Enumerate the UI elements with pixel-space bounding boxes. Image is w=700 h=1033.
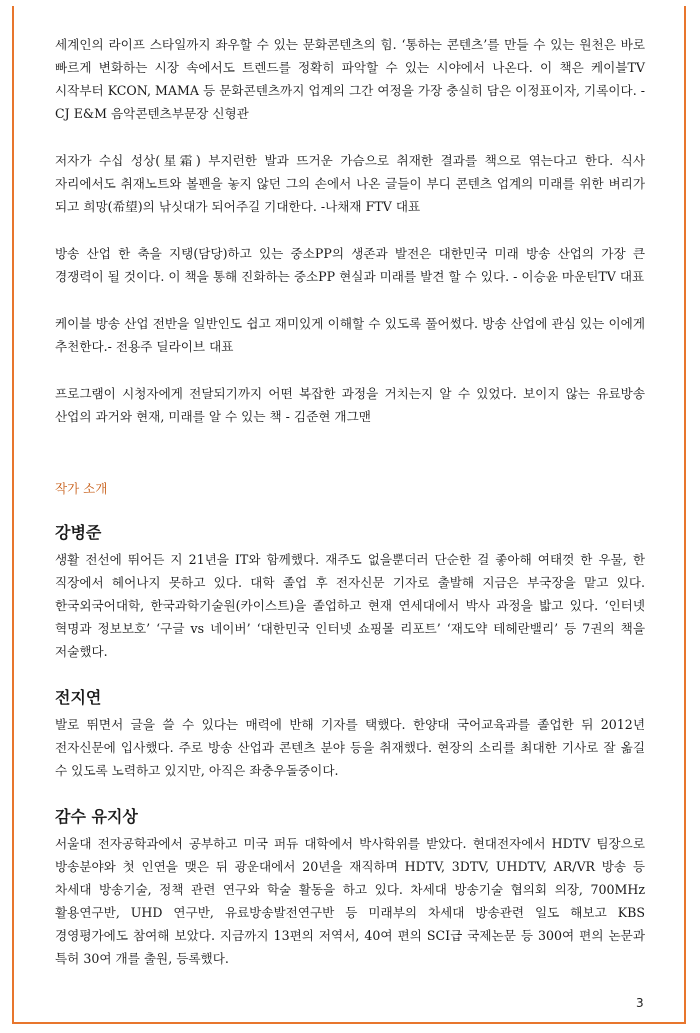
endorsement-paragraph: 케이블 방송 산업 전반을 일반인도 쉽고 재미있게 이해할 수 있도록 풀어썼다. 방송 산업에 관심 있는 이에게 추천한다.- 전용주 딜라이브 대표	[55, 316, 645, 354]
page-number: 3	[636, 996, 644, 1010]
endorsement-paragraph: 세계인의 라이프 스타일까지 좌우할 수 있는 문화콘텐츠의 힘. ‘통하는 콘텐츠’를 만들 수 있는 원천은 바로 빠르게 변화하는 시장 속에서도 트렌드를 정확히 파악할 수 있는 시야에서 나온다. 이 책은 케이블TV 시작부터 KCON, MAMA 등 문화콘텐츠까지 업계의 그간 여정을 가장 충실히 담은 이정표이자, 기록이다. - CJ E&M 음악콘텐츠부문장 신형관	[55, 37, 645, 121]
author-bio: 서울대 전자공학과에서 공부하고 미국 퍼듀 대학에서 박사학위를 받았다. 현대전자에서 HDTV 팀장으로 방송분야와 첫 인연을 맺은 뒤 광운대에서 20년을 재직하며 HDTV, 3DTV, UHDTV, AR/VR 방송 등 차세대 방송기술, 정책 관련 연구와 학술 활동을 하고 있다. 차세대 방송기술 협의회 의장, 700MHz 활용연구반, UHD 연구반, 유료방송발전연구반 등 미래부의 차세대 방송관련 일도 해보고 KBS 경영평가에도 참여해 보았다. 지금까지 13편의 저역서, 40여 편의 SCI급 국제논문 등 300여 편의 논문과 특허 30여 개를 출원, 등록했다.	[55, 836, 645, 966]
endorsement-paragraph: 방송 산업 한 축을 지탱(담당)하고 있는 중소PP의 생존과 발전은 대한민국 미래 방송 산업의 가장 큰 경쟁력이 될 것이다. 이 책을 통해 진화하는 중소PP 현실과 미래를 발견 할 수 있다. - 이승윤 마운틴TV 대표	[55, 246, 645, 284]
author-name: 감수 유지상	[55, 807, 138, 826]
author-block	[55, 806, 645, 970]
endorsement-paragraph: 프로그램이 시청자에게 전달되기까지 어떤 복잡한 과정을 거치는지 알 수 있었다. 보이지 않는 유료방송 산업의 과거와 현재, 미래를 알 수 있는 책 - 김준현 개그맨	[55, 386, 645, 424]
author-block	[55, 687, 645, 782]
author-bio: 생활 전선에 뛰어든 지 21년을 IT와 함께했다. 재주도 없을뿐더러 단순한 걸 좋아해 여태껏 한 우물, 한 직장에서 헤어나지 못하고 있다. 대학 졸업 후 전자신문 기자로 출발해 지금은 부국장을 맡고 있다. 한국외국어대학, 한국과학기술원(카이스트)을 졸업하고 현재 연세대에서 박사 과정을 밟고 있다. ‘인터넷 혁명과 정보보호’ ‘구글 vs 네이버’ ‘대한민국 인터넷 쇼핑몰 리포트’ ‘재도약 테헤란밸리’ 등 7권의 책을 저술했다.	[55, 552, 645, 659]
author-bio: 발로 뛰면서 글을 쓸 수 있다는 매력에 반해 기자를 택했다. 한양대 국어교육과를 졸업한 뒤 2012년 전자신문에 입사했다. 주로 방송 산업과 콘텐츠 분야 등을 취재했다. 현장의 소리를 최대한 기사로 잘 옮길 수 있도록 노력하고 있지만, 아직은 좌충우돌중이다.	[55, 717, 645, 778]
endorsement-paragraph: 저자가 수십 성상(星霜) 부지런한 발과 뜨거운 가슴으로 취재한 결과를 책으로 엮는다고 한다. 식사 자리에서도 취재노트와 볼펜을 놓지 않던 그의 손에서 나온 글들이 부디 콘텐츠 업계의 미래를 위한 벼리가 되고 희망(希望)의 낚싯대가 되어주길 기대한다. -나채재 FTV 대표	[55, 153, 645, 214]
page-content	[55, 33, 645, 970]
author-name: 전지연	[55, 688, 102, 707]
author-name: 강병준	[55, 523, 102, 542]
author-block	[55, 522, 645, 663]
section-title: 작가 소개	[55, 481, 108, 496]
